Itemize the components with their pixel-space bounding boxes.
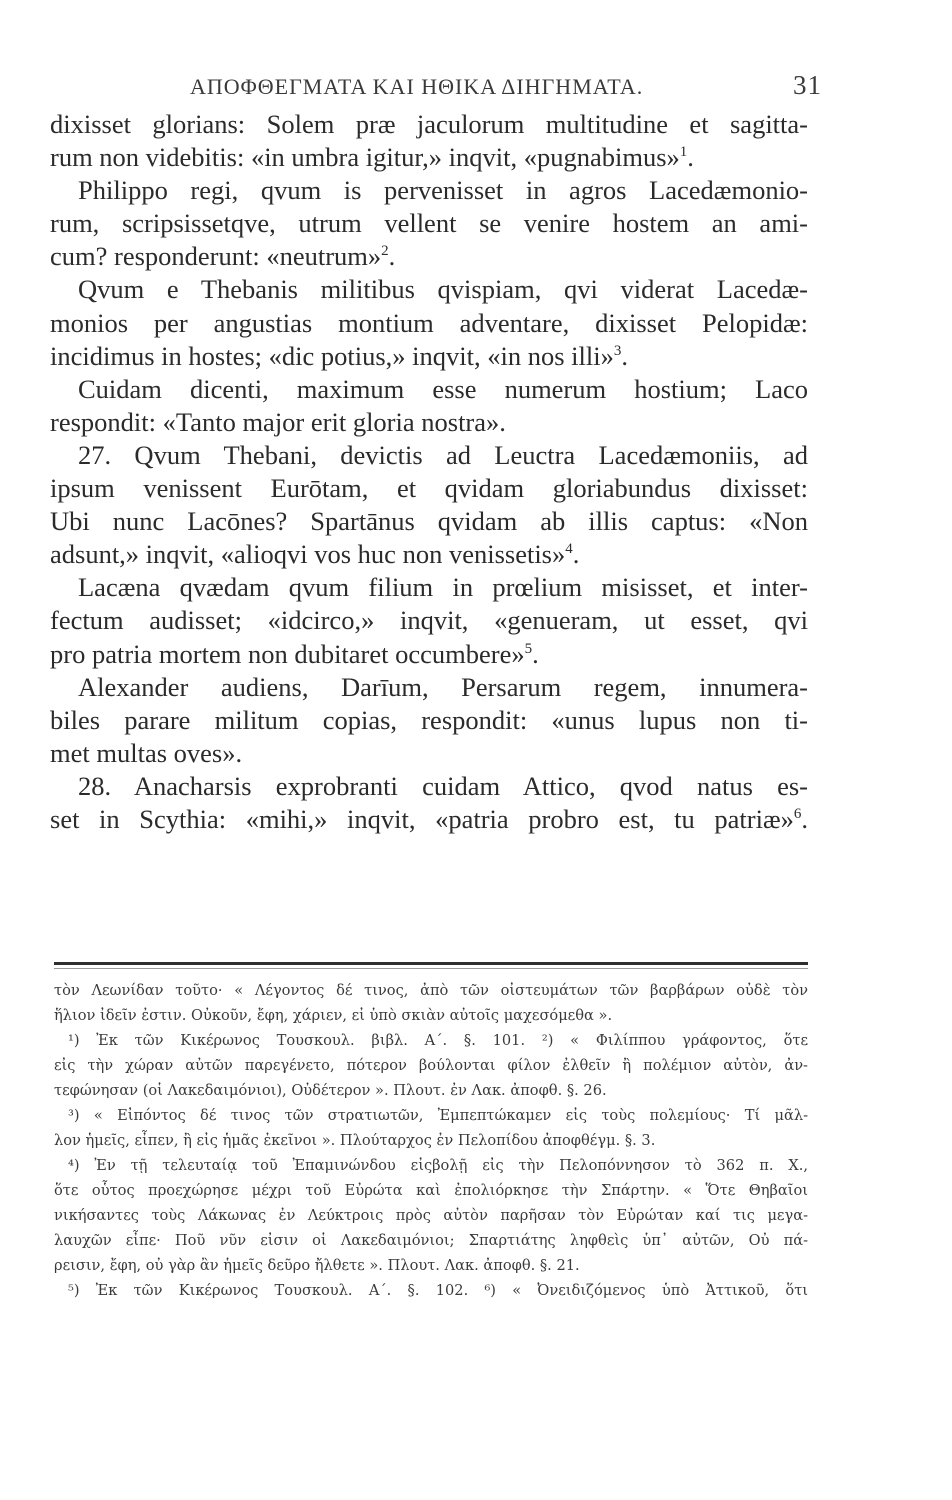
text-line: 27. Qvum Thebani, devictis ad Leuctra Lacedæmoniis, ad [78,439,808,470]
footnote-line: ³) « Εἰπόντος δέ τινος τῶν στρατιωτῶν, Ἐμπεπτώκαμεν εἰς τοὺς πολεμίους· Τί μᾶλ- [68,1107,808,1124]
footnote-line: ⁵) Ἐκ τῶν Κικέρωνος Τουσκουλ. Α΄. §. 102. ⁶) « Ὀνειδιζόμενος ὑπὸ Ἀττικοῦ, ὅτι [68,1282,808,1299]
page-number: 31 [793,70,822,100]
text-line: Qvum e Thebanis militibus qvispiam, qvi viderat Lacedæ- [78,274,808,305]
footnote-line: ἥλιον ἰδεῖν ἐστιν. Οὐκοῦν, ἔφη, χάριεν, εἰ ὑπὸ σκιὰν αὐτοῖς μαχεσόμεθα ». [54,1007,613,1024]
page-header [50,70,822,106]
text-line: fectum audisset; «idcirco,» inqvit, «genueram, ut esset, qvi [50,605,808,636]
footnote-line: τεφώνησαν (οἱ Λακεδαιμόνιοι), Οὐδέτερον ». Πλουτ. ἐν Λακ. ἀποφθ. §. 26. [54,1082,607,1099]
text-line: rum, scripsissetqve, utrum vellent se venire hostem an ami- [50,208,808,239]
text-line: Cuidam dicenti, maximum esse numerum hostium; Laco [78,373,808,404]
text-line: dixisset glorians: Solem præ jaculorum multitudine et sagitta- [50,109,808,139]
paragraph-5 [50,439,808,571]
text-line: adsunt,» inqvit, «alioqvi vos huc non venissetis»$^4$. [50,539,580,570]
text-line: Lacæna qvædam qvum filium in prœlium misisset, et inter- [78,572,808,603]
text-line: ipsum venissent Eurōtam, et qvidam gloriabundus dixisset: [50,473,808,504]
footnote-ref: 5 [524,640,533,657]
text-line: rum non videbitis: «in umbra igitur,» inqvit, «pugnabimus»$^1$. [50,142,694,173]
footnote-ref: 6 [793,806,802,823]
text-line: respondit: «Tanto major erit gloria nostra». [50,406,506,437]
paragraph-7 [50,671,808,770]
paragraph-2 [50,174,808,273]
footnote-line: ¹) Ἐκ τῶν Κικέρωνος Τουσκουλ. βιβλ. Α΄. §. 101. ²) « Φιλίππου γράφοντος, ὅτε [68,1032,808,1049]
footnote-line: νικήσαντες τοὺς Λάκωνας ἐν Λεύκτροις πρὸς αὐτὸν παρῆσαν τὸν Εὐρώταν καί τις μεγα- [54,1207,808,1224]
paragraph-6 [50,571,808,670]
text-line: pro patria mortem non dubitaret occumbere»$^5$. [50,638,539,669]
footnote-ref: 3 [613,342,622,359]
text-line: set in Scythia: «mihi,» inqvit, «patria probro est, tu patriæ»$^6$. [50,803,808,834]
footnote-line: λαυχῶν εἶπε· Ποῦ νῦν εἰσιν οἱ Λακεδαιμόνιοι; Σπαρτιάτης ληφθεὶς ὑπ᾽ αὐτῶν, Οὐ πά- [54,1232,808,1249]
paragraph-1 [50,108,808,174]
footnote-line: τὸν Λεωνίδαν τοῦτο· « Λέγοντος δέ τινος, ἀπὸ τῶν οἰστευμάτων τῶν βαρβάρων οὐδὲ τὸν [54,982,808,999]
paragraph-3 [50,273,808,372]
paragraph-4 [50,373,808,439]
footnote-rule-thin [54,968,808,969]
footnote-line: ρεισιν, ἔφη, οὐ γὰρ ἂν ἡμεῖς δεῦρο ἤλθετε ». Πλουτ. Λακ. ἀποφθ. §. 21. [54,1257,580,1274]
text-line: cum? responderunt: «neutrum»$^2$. [50,241,396,272]
footnote-rule [54,962,808,965]
footnote-ref: 4 [565,541,573,558]
footnote-ref: 1 [679,144,688,161]
text-line: Alexander audiens, Darīum, Persarum regem, innumera- [78,671,808,702]
footnote-line: λον ἡμεῖς, εἶπεν, ἢ εἰς ἡμᾶς ἐκεῖνοι ». Πλούταρχος ἐν Πελοπίδου ἀποφθέγμ. §. 3. [54,1132,656,1149]
text-line: 28. Anacharsis exprobranti cuidam Attico, qvod natus es- [78,770,808,801]
footnote-line: ὅτε οὗτος προεχώρησε μέχρι τοῦ Εὐρώτα καὶ ἐπολιόρκησε τὴν Σπάρτην. « Ὅτε Θηβαῖοι [54,1182,808,1199]
footnote-line: εἰς τὴν χώραν αὐτῶν παρεγένετο, πότερον βούλονται φίλον ἐλθεῖν ἢ πολέμιον αὐτὸν, ἀν- [54,1057,808,1074]
text-line: Philippo regi, qvum is pervenisset in agros Lacedæmonio- [78,175,808,206]
text-line: met multas oves». [50,737,243,768]
paragraph-8 [50,770,808,836]
running-head: ΑΠΟΦΘΕΓΜΑΤΑ ΚΑΙ ΗΘΙΚΑ ΔΙΗΓΗΜΑΤΑ. [190,74,644,99]
text-line: monios per angustias montium adventare, dixisset Pelopidæ: [50,307,808,338]
text-line: incidimus in hostes; «dic potius,» inqvit, «in nos illi»$^3$. [50,340,629,371]
footnotes [54,978,808,1303]
footnote-line: ⁴) Ἐν τῇ τελευταίᾳ τοῦ Ἐπαμινώνδου εἰςβολῇ εἰς τὴν Πελοπόννησον τὸ 362 π. Χ., [68,1157,808,1174]
footnote-ref: 2 [381,243,389,260]
main-text [50,108,808,836]
text-line: Ubi nunc Lacōnes? Spartānus qvidam ab illis captus: «Non [50,506,808,537]
text-line: biles parare militum copias, respondit: «unus lupus non ti- [50,704,808,735]
